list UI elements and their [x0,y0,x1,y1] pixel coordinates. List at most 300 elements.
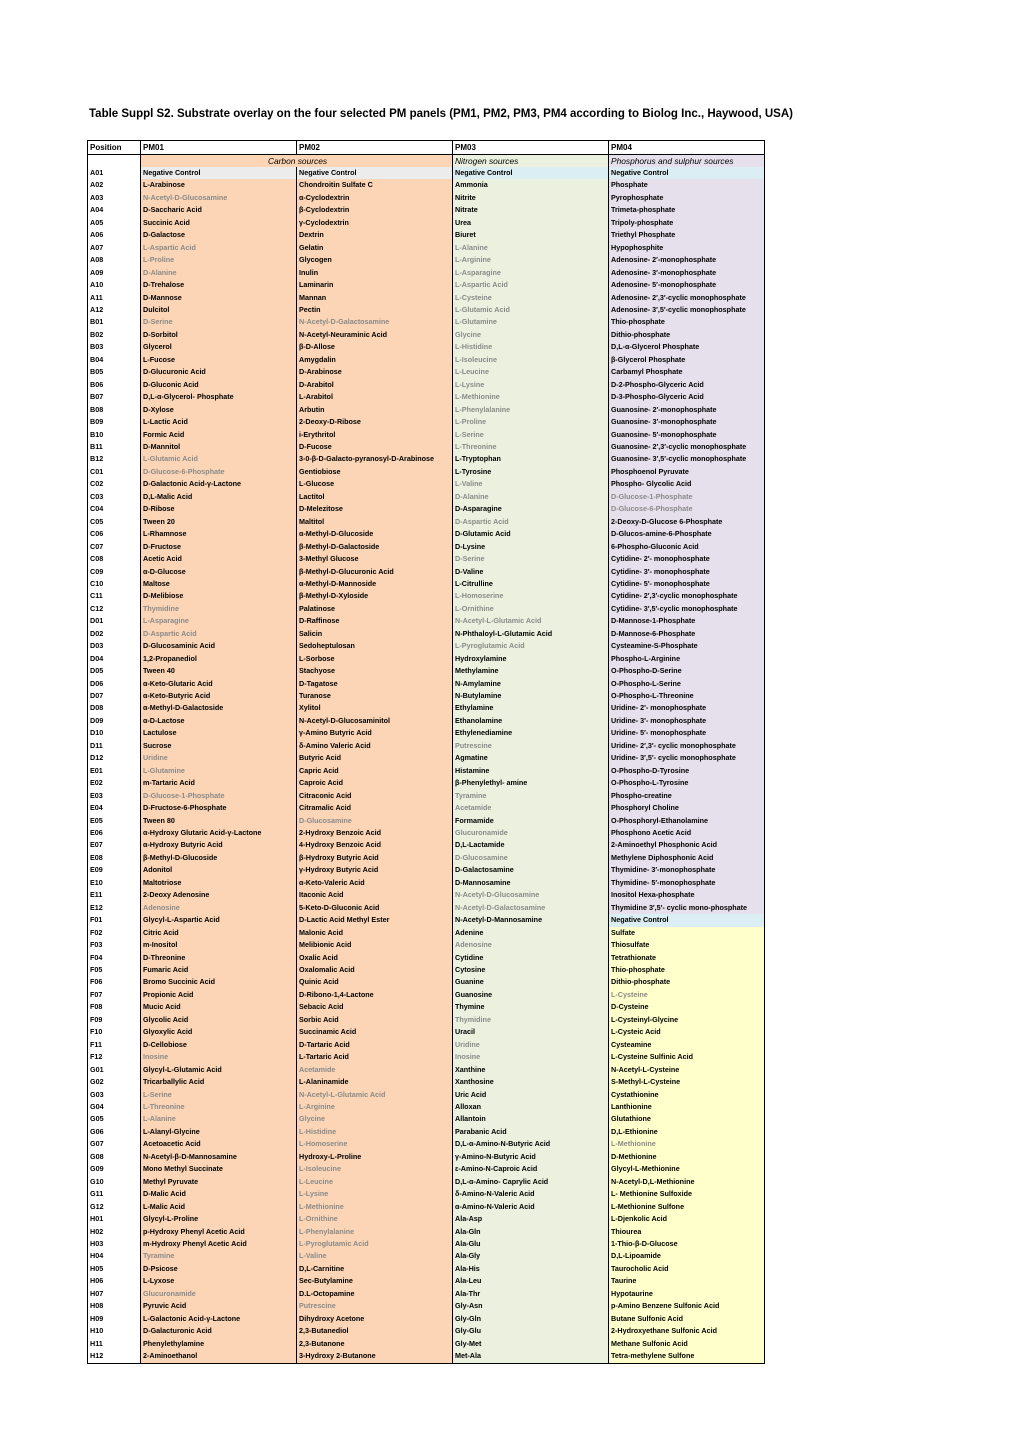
pm01-cell: L-Fucose [141,354,297,366]
position-cell: F04 [88,952,141,964]
pm04-cell: Cytidine- 2′,3′-cyclic monophosphate [609,590,765,602]
pm02-cell: Itaconic Acid [297,889,453,901]
position-cell: A01 [88,167,141,179]
pm02-cell: Glycogen [297,254,453,266]
table-row [88,1176,765,1188]
table-row [88,702,765,714]
position-cell: G06 [88,1126,141,1138]
pm02-cell: Caproic Acid [297,777,453,789]
pm04-cell: Taurine [609,1275,765,1287]
pm03-cell: D-Valine [453,566,609,578]
pm02-cell: Sec-Butylamine [297,1275,453,1287]
pm02-cell: D-Tartaric Acid [297,1039,453,1051]
pm02-cell: Quinic Acid [297,976,453,988]
pm03-cell: Agmatine [453,752,609,764]
pm02-cell: 2,3-Butanone [297,1338,453,1350]
pm02-cell: Amygdalin [297,354,453,366]
table-row [88,1138,765,1150]
pm04-cell: Cytidine- 3′,5′-cyclic monophosphate [609,603,765,615]
pm02-cell: 4-Hydroxy Benzoic Acid [297,839,453,851]
pm02-cell: 3-0-β-D-Galacto-pyranosyl-D-Arabinose [297,453,453,465]
table-row [88,167,765,179]
pm02-cell: Mannan [297,292,453,304]
pm04-cell: 1-Thio-β-D-Glucose [609,1238,765,1250]
pm03-cell: β-Phenylethyl- amine [453,777,609,789]
pm02-cell: Laminarin [297,279,453,291]
pm03-cell: N-Acetyl-D-Mannosamine [453,914,609,926]
category-row [88,155,765,168]
pm02-cell: Maltitol [297,516,453,528]
pm02-cell: β-Methyl-D-Galactoside [297,541,453,553]
pm03-cell: Xanthine [453,1064,609,1076]
pm03-cell: Ammonia [453,179,609,191]
position-cell: E07 [88,839,141,851]
table-row [88,416,765,428]
table-row [88,192,765,204]
table-row [88,678,765,690]
pm02-cell: Sorbic Acid [297,1014,453,1026]
pm02-cell: γ-Hydroxy Butyric Acid [297,864,453,876]
pm04-cell: L-Methionine Sulfone [609,1201,765,1213]
position-cell: D03 [88,640,141,652]
pm04-cell: 2-Aminoethyl Phosphonic Acid [609,839,765,851]
pm02-cell: Glycine [297,1113,453,1125]
pm01-cell: Mono Methyl Succinate [141,1163,297,1175]
pm04-cell: Cystathionine [609,1089,765,1101]
pm04-cell: L-Cysteine [609,989,765,1001]
pm03-cell: Biuret [453,229,609,241]
position-cell: H12 [88,1350,141,1363]
table-row [88,329,765,341]
position-cell: A04 [88,204,141,216]
pm04-cell: Adenosine- 5′-monophosphate [609,279,765,291]
table-row [88,491,765,503]
table-row [88,366,765,378]
pm04-cell: Uridine- 5′- monophosphate [609,727,765,739]
pm02-cell: D,L-Carnitine [297,1263,453,1275]
pm01-cell: Acetoacetic Acid [141,1138,297,1150]
pm04-cell: D-Mannose-1-Phosphate [609,615,765,627]
position-cell: D08 [88,702,141,714]
pm02-cell: D-Arabinose [297,366,453,378]
pm02-cell: β-Cyclodextrin [297,204,453,216]
pm02-cell: L-Methionine [297,1201,453,1213]
position-cell: B06 [88,379,141,391]
pm02-cell: Pectin [297,304,453,316]
table-row [88,1126,765,1138]
pm01-cell: D-Galacturonic Acid [141,1325,297,1337]
pm01-cell: L-Threonine [141,1101,297,1113]
pm04-cell: 2-Deoxy-D-Glucose 6-Phosphate [609,516,765,528]
pm04-cell: Triethyl Phosphate [609,229,765,241]
pm02-cell: α-Methyl-D-Glucoside [297,528,453,540]
pm02-cell: Sedoheptulosan [297,640,453,652]
pm01-cell: Sucrose [141,740,297,752]
pm02-cell: Citramalic Acid [297,802,453,814]
pm01-cell: L-Proline [141,254,297,266]
position-cell: B11 [88,441,141,453]
pm02-cell: Salicin [297,628,453,640]
pm02-cell: L-Histidine [297,1126,453,1138]
pm04-cell: Trimeta-phosphate [609,204,765,216]
pm04-cell: Guanosine- 3′,5′-cyclic monophosphate [609,453,765,465]
pm04-cell: Cytidine- 5′- monophosphate [609,578,765,590]
pm02-cell: L-Homoserine [297,1138,453,1150]
pm03-cell: Guanosine [453,989,609,1001]
pm03-cell: Adenosine [453,939,609,951]
table-row [88,217,765,229]
pm04-cell: D-Cysteine [609,1001,765,1013]
position-cell: H06 [88,1275,141,1287]
pm04-cell: Phosphoryl Choline [609,802,765,814]
pm03-cell: Allantoin [453,1113,609,1125]
pm01-cell: D-Aspartic Acid [141,628,297,640]
position-cell: D04 [88,653,141,665]
pm02-cell: α-Keto-Valeric Acid [297,877,453,889]
pm03-cell: D-Aspartic Acid [453,516,609,528]
position-cell: D01 [88,615,141,627]
pm03-cell: D-Glucosamine [453,852,609,864]
pm03-cell: Thymine [453,1001,609,1013]
pm04-cell: Thio-phosphate [609,316,765,328]
pm03-cell: Ala-His [453,1263,609,1275]
position-cell: C02 [88,478,141,490]
pm02-cell: Dihydroxy Acetone [297,1313,453,1325]
pm02-cell: D-Raffinose [297,615,453,627]
header-pm01: PM01 [141,141,297,155]
pm04-cell: Adenosine- 3′,5′-cyclic monophosphate [609,304,765,316]
pm02-cell: L-Arginine [297,1101,453,1113]
pm04-cell: Pyrophosphate [609,192,765,204]
pm02-cell: α-Cyclodextrin [297,192,453,204]
pm01-cell: D-Glucose-6-Phosphate [141,466,297,478]
table-row [88,441,765,453]
table-row [88,914,765,926]
table-row [88,404,765,416]
pm03-cell: D-Alanine [453,491,609,503]
pm03-cell: L-Asparagine [453,267,609,279]
pm01-cell: Pyruvic Acid [141,1300,297,1312]
pm02-cell: L-Ornithine [297,1213,453,1225]
position-cell: C09 [88,566,141,578]
pm01-cell: α-Hydroxy Glutaric Acid-γ-Lactone [141,827,297,839]
pm03-cell: L-Homoserine [453,590,609,602]
pm02-cell: N-Acetyl-D-Glucosaminitol [297,715,453,727]
position-cell: C03 [88,491,141,503]
table-row [88,640,765,652]
pm03-cell: Glucuronamide [453,827,609,839]
pm04-cell: p-Amino Benzene Sulfonic Acid [609,1300,765,1312]
pm02-cell: D.L-Octopamine [297,1288,453,1300]
pm02-cell: 3-Hydroxy 2-Butanone [297,1350,453,1363]
pm04-cell: Cysteamine [609,1039,765,1051]
pm01-cell: L-Lactic Acid [141,416,297,428]
pm01-cell: D-Serine [141,316,297,328]
pm02-cell: L-Glucose [297,478,453,490]
pm03-cell: Cytosine [453,964,609,976]
pm03-cell: Met-Ala [453,1350,609,1363]
position-cell: F03 [88,939,141,951]
pm02-cell: Sebacic Acid [297,1001,453,1013]
position-cell: H07 [88,1288,141,1300]
table-row [88,665,765,677]
position-cell: B05 [88,366,141,378]
table-row [88,628,765,640]
pm02-cell: Melibionic Acid [297,939,453,951]
position-cell: G07 [88,1138,141,1150]
pm04-cell: Tetrathionate [609,952,765,964]
pm04-cell: Thiourea [609,1226,765,1238]
pm04-cell: Lanthionine [609,1101,765,1113]
position-cell: E09 [88,864,141,876]
table-row [88,1039,765,1051]
pm01-cell: Maltotriose [141,877,297,889]
pm04-cell: Uridine- 2′,3′- cyclic monophosphate [609,740,765,752]
pm03-cell: D-Glutamic Acid [453,528,609,540]
position-cell: D05 [88,665,141,677]
header-pm02: PM02 [297,141,453,155]
pm01-cell: N-Acetyl-β-D-Mannosamine [141,1151,297,1163]
pm02-cell: β-Methyl-D-Glucuronic Acid [297,566,453,578]
position-cell: D12 [88,752,141,764]
table-row [88,1250,765,1262]
category-phosphorus-sulphur: Phosphorus and sulphur sources [609,155,765,168]
pm01-cell: Mucic Acid [141,1001,297,1013]
pm02-cell: L-Sorbose [297,653,453,665]
pm02-cell: D-Lactic Acid Methyl Ester [297,914,453,926]
pm03-cell: L-Proline [453,416,609,428]
position-cell: A05 [88,217,141,229]
table-row [88,292,765,304]
pm03-cell: Gly-Glu [453,1325,609,1337]
pm01-cell: β-Methyl-D-Glucoside [141,852,297,864]
pm03-cell: N-Acetyl-D-Galactosamine [453,902,609,914]
pm03-cell: D,L-α-Amino-N-Butyric Acid [453,1138,609,1150]
pm01-cell: Glucuronamide [141,1288,297,1300]
pm02-cell: L-Isoleucine [297,1163,453,1175]
pm01-cell: α-Keto-Glutaric Acid [141,678,297,690]
table-row [88,391,765,403]
pm01-cell: D-Saccharic Acid [141,204,297,216]
pm04-cell: Phospho-L-Arginine [609,653,765,665]
table-row [88,453,765,465]
table-row [88,553,765,565]
table-row [88,939,765,951]
pm02-cell: Palatinose [297,603,453,615]
pm03-cell: L-Tyrosine [453,466,609,478]
table-row [88,1113,765,1125]
pm02-cell: L-Valine [297,1250,453,1262]
pm04-cell: Tetra-methylene Sulfone [609,1350,765,1363]
pm04-cell: Phospho-creatine [609,790,765,802]
pm01-cell: Maltose [141,578,297,590]
pm03-cell: Ala-Gly [453,1250,609,1262]
table-row [88,478,765,490]
table-row [88,541,765,553]
pm03-cell: Putrescine [453,740,609,752]
position-cell: E08 [88,852,141,864]
pm03-cell: L-Lysine [453,379,609,391]
pm03-cell: Ethylenediamine [453,727,609,739]
pm02-cell: Citraconic Acid [297,790,453,802]
table-row [88,1226,765,1238]
pm01-cell: D-Alanine [141,267,297,279]
pm03-cell: D-Asparagine [453,503,609,515]
pm01-cell: L-Rhamnose [141,528,297,540]
table-row [88,615,765,627]
pm04-cell: Glycyl-L-Methionine [609,1163,765,1175]
pm01-cell: α-Hydroxy Butyric Acid [141,839,297,851]
pm04-cell: D-Methionine [609,1151,765,1163]
pm02-cell: Butyric Acid [297,752,453,764]
pm04-cell: Phosphate [609,179,765,191]
pm02-cell: γ-Cyclodextrin [297,217,453,229]
position-cell: F06 [88,976,141,988]
table-row [88,740,765,752]
pm03-cell: Nitrite [453,192,609,204]
pm03-cell: Methylamine [453,665,609,677]
position-cell: E02 [88,777,141,789]
pm04-cell: O-Phospho-L-Serine [609,678,765,690]
pm03-cell: Ethylamine [453,702,609,714]
pm01-cell: D-Ribose [141,503,297,515]
pm01-cell: D-Threonine [141,952,297,964]
pm02-cell: Inulin [297,267,453,279]
pm04-cell: 6-Phospho-Gluconic Acid [609,541,765,553]
pm01-cell: Tricarballylic Acid [141,1076,297,1088]
pm03-cell: Ala-Thr [453,1288,609,1300]
header-position: Position [88,141,141,155]
pm03-cell: Ethanolamine [453,715,609,727]
pm03-cell: Ala-Asp [453,1213,609,1225]
pm01-cell: α-D-Lactose [141,715,297,727]
pm02-cell: Gentiobiose [297,466,453,478]
position-cell: B01 [88,316,141,328]
pm02-cell: Gelatin [297,242,453,254]
position-cell: G11 [88,1188,141,1200]
pm03-cell: Xanthosine [453,1076,609,1088]
pm03-cell: Ala-Leu [453,1275,609,1287]
position-cell: A03 [88,192,141,204]
pm01-cell: Uridine [141,752,297,764]
pm01-cell: Bromo Succinic Acid [141,976,297,988]
pm02-cell: N-Acetyl-Neuraminic Acid [297,329,453,341]
position-cell: C07 [88,541,141,553]
pm04-cell: N-Acetyl-L-Cysteine [609,1064,765,1076]
position-cell: F02 [88,927,141,939]
pm04-cell: D-Glucose-6-Phosphate [609,503,765,515]
pm01-cell: L-Asparagine [141,615,297,627]
pm04-cell: Phospho- Glycolic Acid [609,478,765,490]
position-cell: A09 [88,267,141,279]
pm04-cell: Negative Control [609,167,765,179]
pm01-cell: N-Acetyl-D-Glucosamine [141,192,297,204]
position-cell: E10 [88,877,141,889]
position-cell: B08 [88,404,141,416]
pm03-cell: Formamide [453,815,609,827]
pm01-cell: Glycyl-L-Aspartic Acid [141,914,297,926]
pm04-cell: Adenosine- 2′,3′-cyclic monophosphate [609,292,765,304]
pm02-cell: Capric Acid [297,765,453,777]
category-nitrogen: Nitrogen sources [453,155,609,168]
position-cell: A06 [88,229,141,241]
pm03-cell: D-Mannosamine [453,877,609,889]
pm01-cell: D-Cellobiose [141,1039,297,1051]
position-cell: H11 [88,1338,141,1350]
position-cell: B12 [88,453,141,465]
pm01-cell: m-Hydroxy Phenyl Acetic Acid [141,1238,297,1250]
pm02-cell: Arbutin [297,404,453,416]
table-row [88,790,765,802]
pm03-cell: L-Threonine [453,441,609,453]
position-cell: H02 [88,1226,141,1238]
table-row [88,1313,765,1325]
table-row [88,503,765,515]
substrate-table [87,140,765,1364]
position-cell: G02 [88,1076,141,1088]
position-cell: H03 [88,1238,141,1250]
pm03-cell: α-Amino-N-Valeric Acid [453,1201,609,1213]
pm01-cell: Thymidine [141,603,297,615]
pm03-cell: L-Aspartic Acid [453,279,609,291]
pm02-cell: D-Tagatose [297,678,453,690]
pm04-cell: Uridine- 3′,5′- cyclic monophosphate [609,752,765,764]
pm04-cell: Glutathione [609,1113,765,1125]
pm04-cell: D-Mannose-6-Phosphate [609,628,765,640]
header-pm04: PM04 [609,141,765,155]
pm02-cell: Lactitol [297,491,453,503]
position-cell: A12 [88,304,141,316]
table-row [88,242,765,254]
position-cell: D10 [88,727,141,739]
pm02-cell: L-Leucine [297,1176,453,1188]
pm03-cell: N-Acetyl-L-Glutamic Acid [453,615,609,627]
pm02-cell: 2,3-Butanediol [297,1325,453,1337]
pm01-cell: Glyoxylic Acid [141,1026,297,1038]
pm03-cell: Histamine [453,765,609,777]
position-cell: F12 [88,1051,141,1063]
pm02-cell: 2-Hydroxy Benzoic Acid [297,827,453,839]
pm01-cell: Fumaric Acid [141,964,297,976]
table-row [88,1163,765,1175]
table-row [88,864,765,876]
pm04-cell: Carbamyl Phosphate [609,366,765,378]
position-cell: G04 [88,1101,141,1113]
position-cell: G03 [88,1089,141,1101]
table-row [88,590,765,602]
table-row [88,690,765,702]
pm02-cell: L-Pyroglutamic Acid [297,1238,453,1250]
pm04-cell: O-Phosphoryl-Ethanolamine [609,815,765,827]
position-cell: E11 [88,889,141,901]
pm04-cell: Cytidine- 3′- monophosphate [609,566,765,578]
pm01-cell: p-Hydroxy Phenyl Acetic Acid [141,1226,297,1238]
pm04-cell: D-Glucose-1-Phosphate [609,491,765,503]
pm04-cell: D-2-Phospho-Glyceric Acid [609,379,765,391]
position-cell: H04 [88,1250,141,1262]
table-row [88,976,765,988]
pm04-cell: Thiosulfate [609,939,765,951]
pm01-cell: Tyramine [141,1250,297,1262]
pm04-cell: Dithio-phosphate [609,329,765,341]
pm01-cell: L-Arabinose [141,179,297,191]
table-row [88,1188,765,1200]
pm03-cell: D-Serine [453,553,609,565]
pm04-cell: D-Glucos-amine-6-Phosphate [609,528,765,540]
pm03-cell: Parabanic Acid [453,1126,609,1138]
table-row [88,528,765,540]
pm02-cell: L-Tartaric Acid [297,1051,453,1063]
